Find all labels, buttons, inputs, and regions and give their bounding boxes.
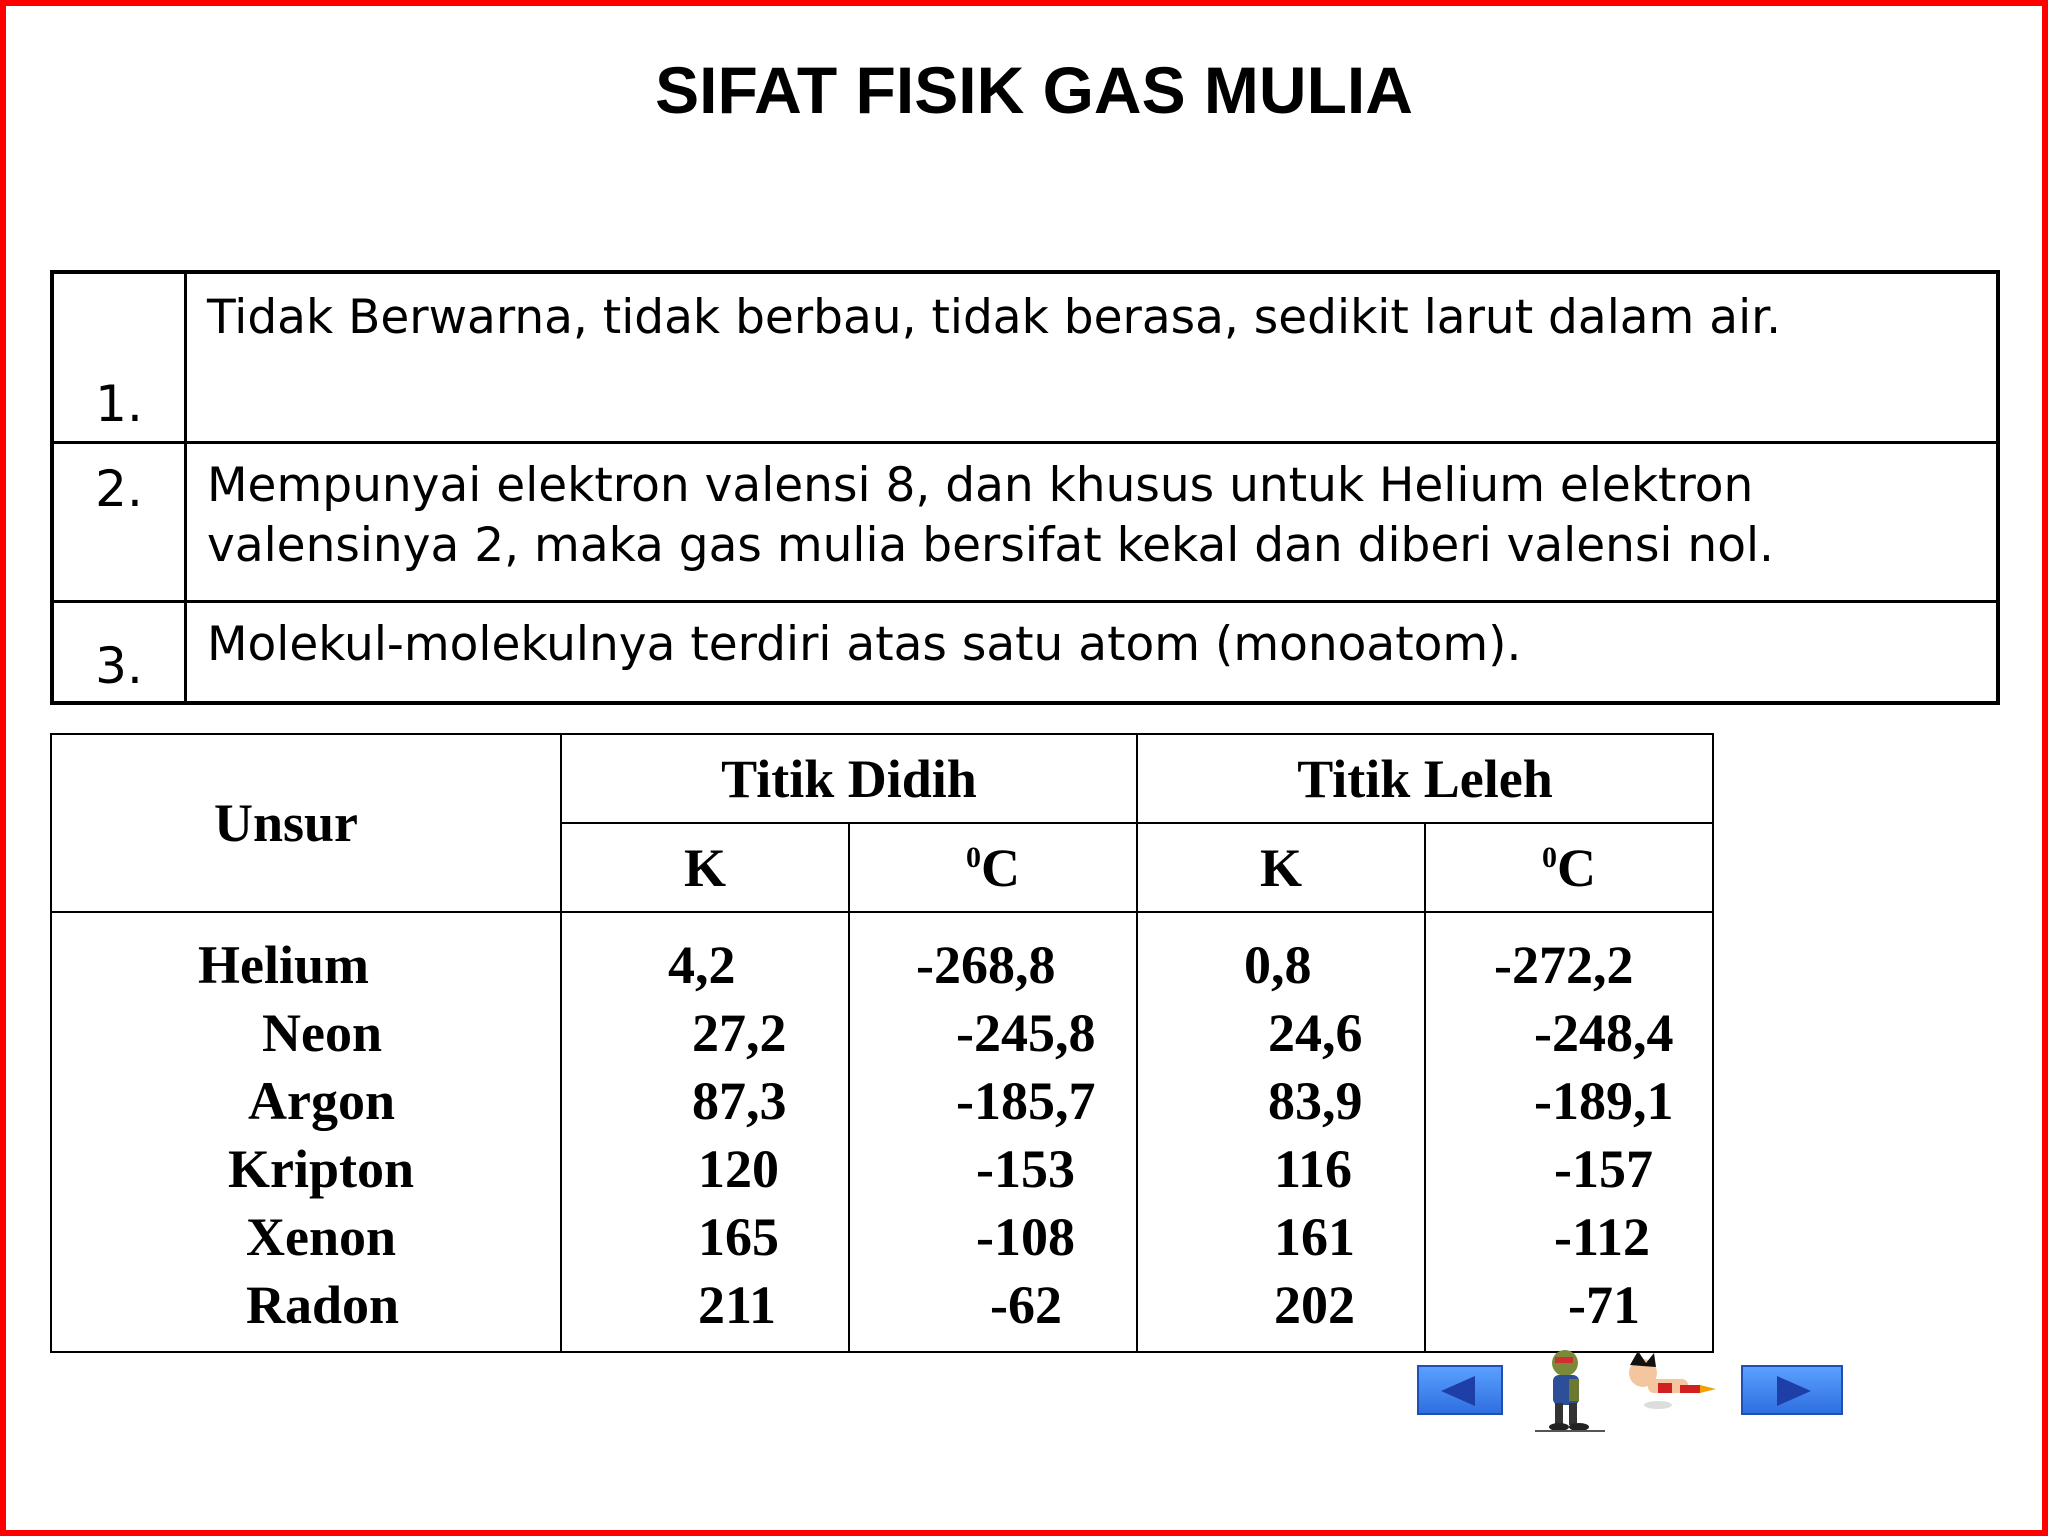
melting-k-cell: 161 bbox=[1274, 1207, 1355, 1267]
melting-c-cell: -112 bbox=[1554, 1207, 1651, 1267]
boiling-k-cell: 211 bbox=[698, 1275, 777, 1335]
property-row-1 bbox=[52, 272, 1998, 443]
boiling-k-cell: 120 bbox=[698, 1139, 779, 1199]
element-name-cell: Neon bbox=[262, 1003, 382, 1063]
property-text-line: Mempunyai elektron valensi 8, dan khusus untuk Helium elektron bbox=[207, 458, 1754, 513]
property-text bbox=[186, 443, 1999, 602]
melting-k-cell: 24,6 bbox=[1268, 1003, 1363, 1063]
element-name-cell: Kripton bbox=[228, 1139, 415, 1199]
flying-character-icon bbox=[1618, 1345, 1718, 1425]
melting-k-cell: 83,9 bbox=[1268, 1071, 1363, 1131]
boiling-k-cell: 87,3 bbox=[692, 1071, 787, 1131]
element-name-cell: Xenon bbox=[246, 1207, 397, 1267]
boiling-c-cell: -268,8 bbox=[916, 935, 1056, 995]
melting-c-cell: -272,2 bbox=[1494, 935, 1634, 995]
arrow-left-icon bbox=[1441, 1376, 1475, 1406]
next-slide-button[interactable] bbox=[1741, 1365, 1843, 1415]
unit-c-superscript: 0 bbox=[966, 840, 981, 874]
melting-k-cell: 202 bbox=[1274, 1275, 1355, 1335]
walking-character-icon bbox=[1525, 1345, 1615, 1435]
boiling-c-cell: -62 bbox=[990, 1275, 1062, 1335]
boiling-k-cell: 4,2 bbox=[668, 935, 736, 995]
element-name-cell: Argon bbox=[248, 1071, 395, 1131]
header-boiling-k bbox=[561, 823, 849, 912]
property-number: 1. bbox=[52, 272, 186, 443]
property-text: Tidak Berwarna, tidak berbau, tidak berasa, sedikit larut dalam air. bbox=[186, 272, 1999, 443]
properties-table bbox=[50, 270, 2000, 705]
unit-k: K bbox=[683, 837, 726, 898]
previous-slide-button[interactable] bbox=[1417, 1365, 1503, 1415]
property-text: Molekul-molekulnya terdiri atas satu atom (monoatom). bbox=[186, 602, 1999, 704]
unit-c: C bbox=[981, 837, 1020, 898]
header-melting-c bbox=[1425, 823, 1713, 912]
melting-c-cell: -71 bbox=[1568, 1275, 1640, 1335]
property-row-3 bbox=[52, 602, 1998, 704]
element-column bbox=[51, 912, 561, 1352]
melting-k-cell: 0,8 bbox=[1244, 935, 1312, 995]
property-text-line: valensinya 2, maka gas mulia bersifat kekal dan diberi valensi nol. bbox=[207, 518, 1774, 573]
boiling-k-cell: 27,2 bbox=[692, 1003, 787, 1063]
header-boiling-point: Titik Didih bbox=[561, 734, 1137, 823]
boiling-c-cell: -153 bbox=[976, 1139, 1075, 1199]
boiling-c-cell: -108 bbox=[976, 1207, 1075, 1267]
boiling-c-cell: -185,7 bbox=[956, 1071, 1096, 1131]
boiling-c-column bbox=[849, 912, 1137, 1352]
element-name-cell: Radon bbox=[246, 1275, 400, 1335]
header-melting-point: Titik Leleh bbox=[1137, 734, 1713, 823]
arrow-right-icon bbox=[1777, 1376, 1811, 1406]
property-number: 3. bbox=[52, 602, 186, 704]
melting-c-cell: -248,4 bbox=[1534, 1003, 1674, 1063]
header-unsur: Unsur bbox=[51, 734, 561, 912]
boiling-k-column bbox=[561, 912, 849, 1352]
element-name-cell: Helium bbox=[198, 935, 369, 995]
property-row-2 bbox=[52, 443, 1998, 602]
melting-c-cell: -157 bbox=[1554, 1139, 1653, 1199]
melting-k-cell: 116 bbox=[1274, 1139, 1353, 1199]
unit-c: C bbox=[1557, 837, 1596, 898]
page-title: SIFAT FISIK GAS MULIA bbox=[655, 53, 1413, 127]
unit-k: K bbox=[1259, 837, 1302, 898]
melting-k-column bbox=[1137, 912, 1425, 1352]
header-boiling-c bbox=[849, 823, 1137, 912]
header-melting-k bbox=[1137, 823, 1425, 912]
unit-c-superscript: 0 bbox=[1542, 840, 1557, 874]
noble-gas-data-table bbox=[50, 733, 1714, 1353]
melting-c-cell: -189,1 bbox=[1534, 1071, 1674, 1131]
boiling-c-cell: -245,8 bbox=[956, 1003, 1096, 1063]
boiling-k-cell: 165 bbox=[698, 1207, 779, 1267]
property-number: 2. bbox=[52, 443, 186, 602]
melting-c-column bbox=[1425, 912, 1713, 1352]
